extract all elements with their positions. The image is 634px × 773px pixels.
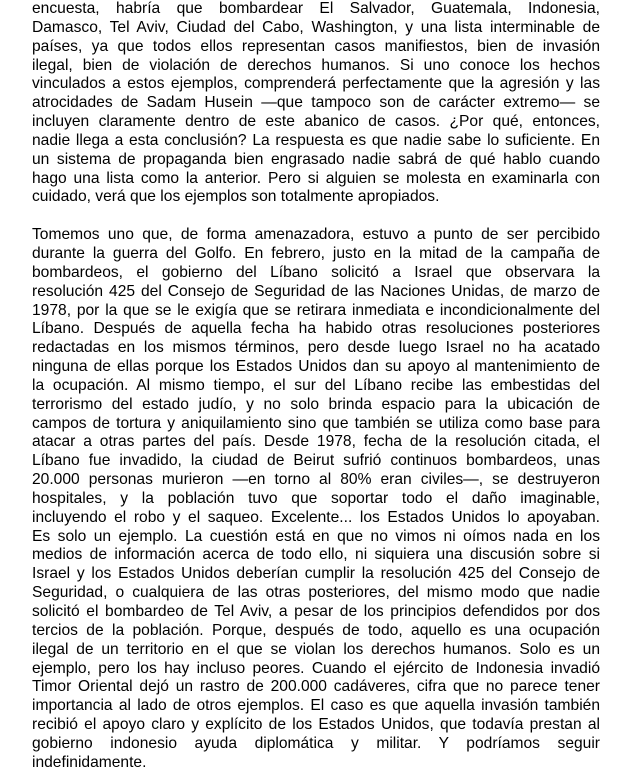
text-line: solicitó el bombardeo de Tel Aviv, a pesar de los principios defendidos por dos — [32, 603, 600, 620]
text-line: 1978, por la que se le exigía que se retirara inmediata e incondicionalmente del — [32, 301, 600, 319]
text-line: la ocupación. Al mismo tiempo, el sur del Líbano recibe las embestidas del — [32, 376, 600, 394]
text-line: incluyen claramente dentro de este abanico de casos. ¿Por qué, entonces, — [32, 113, 600, 131]
paragraph-2 — [32, 226, 600, 772]
text-line: hospitales, y la población tuvo que soportar todo el daño imaginable, — [32, 489, 600, 507]
text-line: Seguridad, o cualquiera de las otras posteriores, del mismo modo que nadie — [32, 584, 600, 602]
text-line: Israel y los Estados Unidos deberían cumplir la resolución 425 del Consejo de — [32, 565, 600, 583]
text-line: Timor Oriental dejó un rastro de 200.000 cadáveres, cifra que no parece tener — [32, 678, 600, 696]
text-line: gobierno indonesio ayuda diplomática y militar. Y podríamos seguir — [32, 734, 600, 752]
text-line: campos de tortura y aniquilamiento sino que también se utiliza como base para — [32, 414, 600, 432]
text-line: Líbano fue invadido, la ciudad de Beirut sufrió continuos bombardeos, unas — [32, 452, 600, 470]
text-line: indefinidamente. — [32, 753, 147, 771]
text-line: resolución 425 del Consejo de Seguridad de las Naciones Unidas, de marzo de — [32, 282, 600, 300]
text-line: durante la guerra del Golfo. En febrero, justo en la mitad de la campaña de — [32, 244, 600, 262]
text-line: nadie llega a esta conclusión? La respuesta es que nadie sabe lo suficiente. En — [32, 131, 600, 149]
paragraph-1 — [32, 0, 600, 207]
text-line: países, ya que todos ellos representan casos manifiestos, bien de invasión — [32, 37, 600, 55]
text-line: Tomemos uno que, de forma amenazadora, estuvo a punto de ser percibido — [32, 226, 600, 244]
document-page — [32, 0, 600, 773]
text-line: Líbano. Después de aquella fecha ha habido otras resoluciones posteriores — [32, 320, 600, 338]
text-line: ilegal, bien de violación de derechos humanos. Si uno conoce los hechos — [32, 56, 600, 74]
text-line: Es solo un ejemplo. La cuestión está en que no vimos ni oímos nada en los — [32, 527, 600, 545]
text-line: redactadas en los mismos términos, pero desde luego Israel no ha acatado — [32, 339, 600, 357]
text-line: ejemplo, pero los hay incluso peores. Cuando el ejército de Indonesia invadió — [32, 659, 600, 677]
text-line: incluyendo el robo y el saqueo. Excelente... los Estados Unidos lo apoyaban. — [32, 508, 600, 526]
text-line: terrorismo del estado judío, y no solo brinda espacio para la ubicación de — [32, 395, 600, 413]
text-line: recibió el apoyo claro y explícito de los Estados Unidos, que todavía prestan al — [32, 716, 600, 734]
text-line: cuidado, verá que los ejemplos son totalmente apropiados. — [32, 188, 440, 206]
text-line: 20.000 personas murieron —en torno al 80% eran civiles—, se destruyeron — [32, 471, 600, 489]
text-line: atacar a otras partes del país. Desde 1978, fecha de la resolución citada, el — [32, 433, 600, 451]
text-line: vinculados a estos ejemplos, comprenderá perfectamente que la agresión y las — [32, 75, 600, 93]
text-line: encuesta, habría que bombardear El Salvador, Guatemala, Indonesia, — [32, 0, 600, 17]
text-line: hago una lista como la anterior. Pero si alguien se molesta en examinarla con — [32, 169, 600, 187]
text-line: importancia al lado de otros ejemplos. El caso es que aquella invasión también — [32, 697, 600, 715]
text-line: tercios de la población. Porque, después de todo, aquello es una ocupación — [32, 621, 600, 639]
text-line: un sistema de propaganda bien engrasado nadie sabrá de qué hablo cuando — [32, 150, 600, 168]
paragraph-spacer — [32, 207, 600, 226]
text-line: ilegal de un territorio en el que se violan los derechos humanos. Solo es un — [32, 640, 600, 658]
text-line: bombardeos, el gobierno del Líbano solicitó a Israel que observara la — [32, 263, 600, 281]
text-line: ninguna de ellas porque los Estados Unidos dan su apoyo al mantenimiento de — [32, 358, 600, 376]
text-line: Damasco, Tel Aviv, Ciudad del Cabo, Washington, y una lista interminable de — [32, 18, 600, 36]
text-line: atrocidades de Sadam Husein —que tampoco son de carácter extremo— se — [32, 94, 600, 112]
text-line: medios de información acerca de todo ello, ni siquiera una discusión sobre si — [32, 546, 600, 564]
